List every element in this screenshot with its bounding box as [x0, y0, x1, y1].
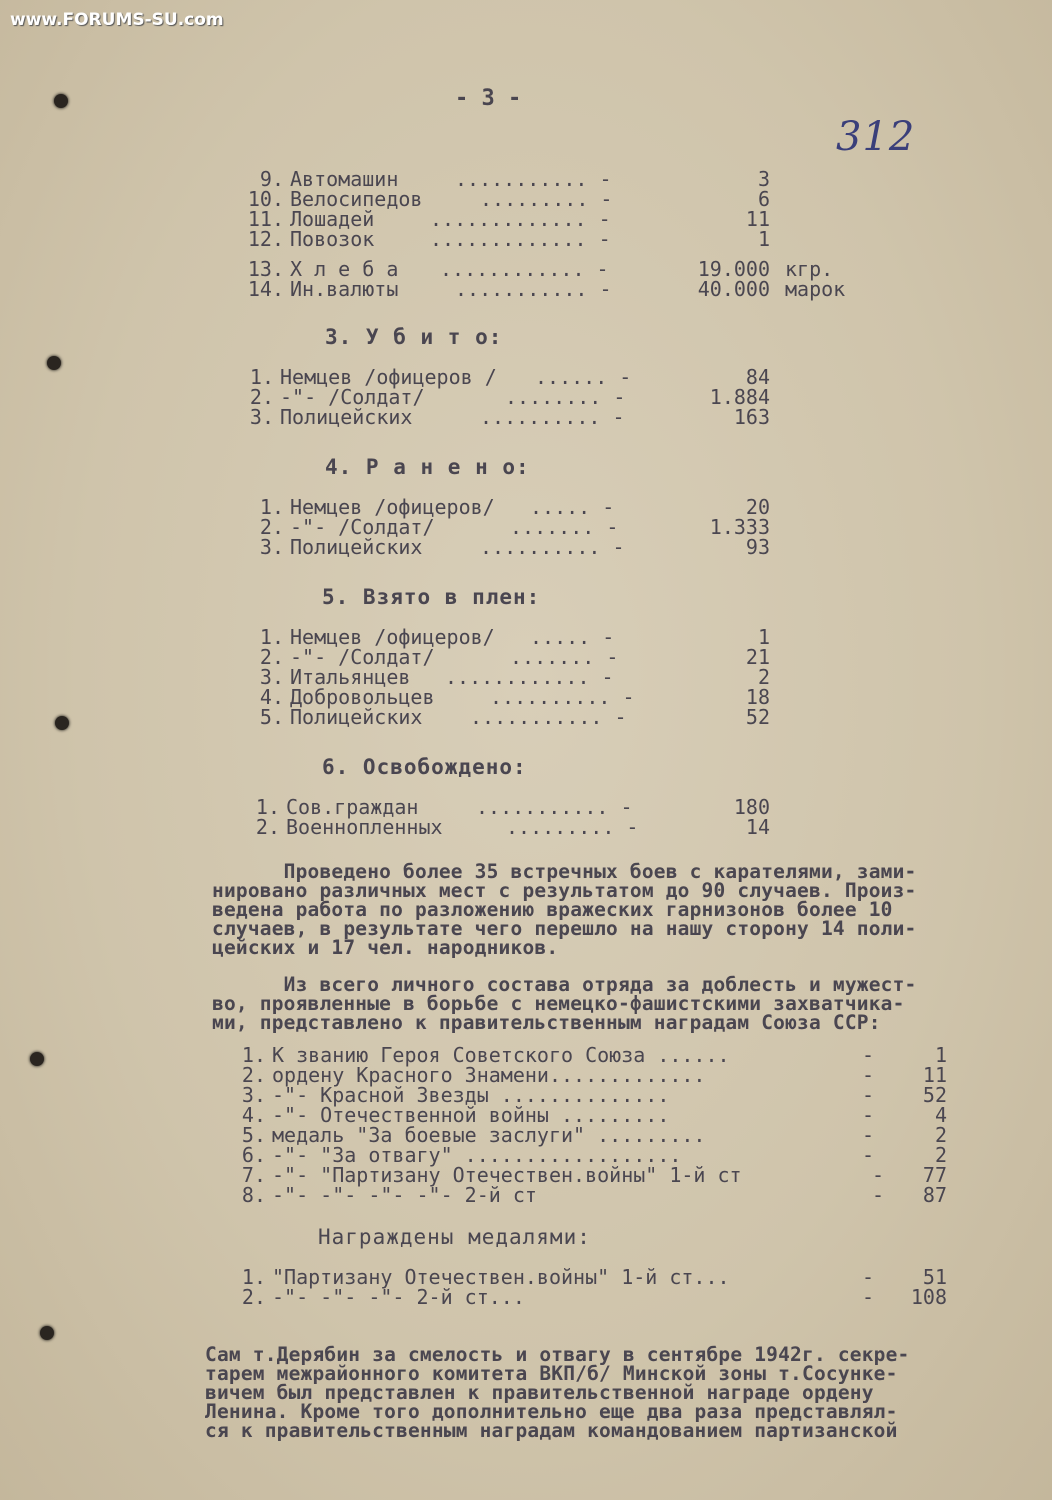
award-item: 5. медаль "За боевые заслуги" ......... - 2 [241, 1123, 947, 1147]
list-item: 2. -"- /Солдат/ ....... - 1.333 [259, 515, 770, 539]
medal-item: 1. "Партизану Отечествен.войны" 1-й ст... - 51 [241, 1265, 947, 1289]
section-heading: 4. Р а н е н о: [325, 455, 530, 479]
punch-hole [54, 94, 68, 108]
award-item: 2. ордену Красного Знамени............. - 11 [241, 1063, 947, 1087]
list-item: 14. Ин.валюты ........... - 40.000 марок [247, 277, 846, 301]
section-heading: 5. Взято в плен: [322, 585, 541, 609]
medal-item: 2. -"- -"- -"- 2-й ст... - 108 [241, 1285, 947, 1309]
list-item: 3. Полицейских .......... - 93 [259, 535, 770, 559]
award-item: 3. -"- Красной Звезды .............. - 52 [241, 1083, 947, 1107]
list-item: 3. Итальянцев ............ - 2 [259, 665, 770, 689]
list-item: 1. Немцев /офицеров / ...... - 84 [249, 365, 770, 389]
list-item: 2. -"- /Солдат/ ....... - 21 [259, 645, 770, 669]
paragraph-deryabin: Сам т.Дерябин за смелость и отвагу в сентябре 1942г. секре- тарем межрайонного комитета ВКП/б/ Минской зоны т.Сосунке- вичем был представлен к правительственной награде ордену Ленина. Кроме того дополнительно еще два раза представлял- ся к правительственным наградам командованием партизанской [205, 1343, 910, 1442]
list-item: 2. -"- /Солдат/ ........ - 1.884 [249, 385, 770, 409]
list-item: 4. Добровольцев .......... - 18 [259, 685, 770, 709]
list-item: 3. Полицейских .......... - 163 [249, 405, 770, 429]
award-item: 1. К званию Героя Советского Союза ...... - 1 [241, 1043, 947, 1067]
punch-hole [30, 1052, 44, 1066]
punch-hole [40, 1326, 54, 1340]
list-item: 5. Полицейских ........... - 52 [259, 705, 770, 729]
list-item: 1. Немцев /офицеров/ ..... - 1 [259, 625, 770, 649]
section-heading: 3. У б и т о: [325, 325, 503, 349]
list-item: 13. Х л е б а ............ - 19.000 кгр. [247, 257, 834, 281]
award-item: 6. -"- "За отвагу" .................. - 2 [241, 1143, 947, 1167]
list-item: 10. Велосипедов ......... - 6 [247, 187, 770, 211]
award-item: 4. -"- Отечественной войны ......... - 4 [241, 1103, 947, 1127]
list-item: 12. Повозок ............. - 1 [247, 227, 770, 251]
page-number: - 3 - [455, 86, 522, 111]
archive-number: 312 [836, 114, 916, 160]
award-item: 8. -"- -"- -"- -"- 2-й ст - 87 [241, 1183, 947, 1207]
paragraph-combat: Проведено более 35 встречных боев с карателями, зами- нировано различных мест с результатом до 90 случаев. Произ- ведена работа по разложению вражеских гарнизонов более 10 случаев, в результате чего перешло на нашу сторону 14 поли- цейских и 17 чел. народников. [212, 860, 917, 959]
punch-hole [55, 716, 69, 730]
watermark: www.FORUMS-SU.com [10, 10, 224, 30]
list-item: 9. Автомашин ........... - 3 [259, 167, 770, 191]
section-heading: 6. Освобождено: [322, 755, 527, 779]
section-heading: Награждены медалями: [318, 1225, 591, 1249]
list-item: 11. Лошадей ............. - 11 [247, 207, 770, 231]
punch-hole [47, 356, 61, 370]
list-item: 2. Военнопленных ......... - 14 [255, 815, 770, 839]
list-item: 1. Сов.граждан ........... - 180 [255, 795, 770, 819]
award-item: 7. -"- "Партизану Отечествен.войны" 1-й ст - 77 [241, 1163, 947, 1187]
list-item: 1. Немцев /офицеров/ ..... - 20 [259, 495, 770, 519]
paragraph-awards-intro: Из всего личного состава отряда за доблесть и мужест- во, проявленные в борьбе с немецко-фашистскими захватчика- ми, представлено к правительственным наградам Союза ССР: [212, 973, 917, 1034]
